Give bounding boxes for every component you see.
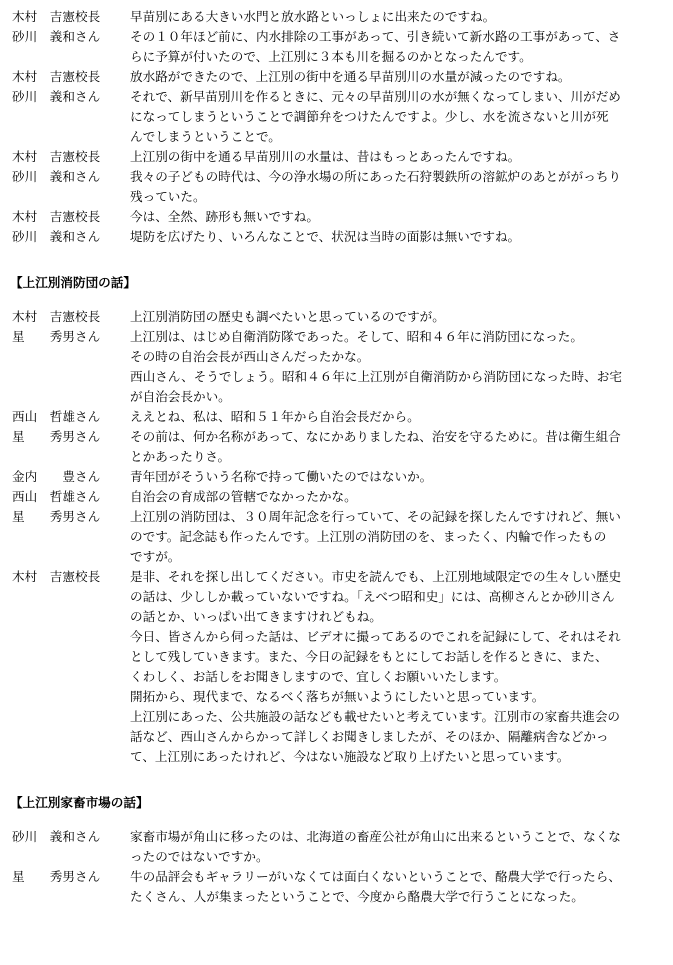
utterance-line: 西山さん、そうでしょう。昭和４６年に上江別が自衛消防から消防団になった時、お宅	[130, 369, 622, 384]
utterance	[130, 167, 658, 207]
utterance	[130, 427, 658, 467]
section-fire-brigade	[0, 307, 673, 767]
speaker-name: 砂川 義和さん	[12, 89, 101, 104]
dialogue-row	[0, 487, 673, 507]
dialogue-row	[0, 327, 673, 407]
dialogue-row	[0, 147, 673, 167]
utterance-line: 上江別の街中を通る早苗別川の水量は、昔はもっとあったんですね。	[130, 149, 521, 164]
utterance-line: 我々の子どもの時代は、今の浄水場の所にあった石狩製鉄所の溶鉱炉のあとががっちり	[130, 169, 622, 184]
utterance-line: の話は、少ししか載っていないですね。「えべつ昭和史」には、高柳さんとか砂川さん	[130, 589, 615, 604]
speaker-name: 砂川 義和さん	[12, 229, 101, 244]
utterance-line: 今日、皆さんから伺った話は、ビデオに撮ってあるのでこれを記録にして、それはそれ	[130, 629, 621, 644]
utterance-line: ですが。	[130, 549, 181, 564]
section-sanaebetsu-river	[0, 0, 673, 247]
utterance-line: ええとね、私は、昭和５１年から自治会長だから。	[130, 409, 420, 424]
utterance-line: その前は、何か名称があって、なにかありましたね、治安を守るために。昔は衛生組合	[130, 429, 621, 444]
section-spacer	[0, 767, 673, 793]
dialogue-row	[0, 207, 673, 227]
utterance-line: んでしまうということで。	[130, 129, 281, 144]
dialogue-row	[0, 407, 673, 427]
utterance	[130, 487, 658, 507]
speaker-name: 砂川 義和さん	[12, 169, 101, 184]
utterance-line: その１０年ほど前に、内水排除の工事があって、引き続いて新水路の工事があって、さ	[130, 29, 621, 44]
utterance-line: のです。記念誌も作ったんです。上江別の消防団のを、まったく、内輪で作ったもの	[130, 529, 607, 544]
dialogue-row	[0, 27, 673, 67]
speaker-name: 木村 吉憲校長	[12, 569, 101, 584]
dialogue-row	[0, 567, 673, 767]
dialogue-row	[0, 507, 673, 567]
utterance-line: が自治会長かい。	[130, 389, 231, 404]
section-spacer	[0, 813, 673, 827]
utterance-line: とかあったりさ。	[130, 449, 231, 464]
utterance	[130, 87, 658, 147]
dialogue-row	[0, 227, 673, 247]
speaker-name: 木村 吉憲校長	[12, 69, 101, 84]
utterance-line: 是非、それを探し出してください。市史を読んでも、上江別地域限定での生々しい歴史	[130, 569, 622, 584]
dialogue-row	[0, 307, 673, 327]
utterance-line: として残していきます。また、今日の記録をもとにしてお話しを作るときに、また、	[130, 649, 608, 664]
dialogue-row	[0, 827, 673, 867]
utterance-line: たくさん、人が集まったということで、今度から酪農大学で行うことになった。	[130, 889, 584, 904]
utterance-line: になってしまうということで調節弁をつけたんですよ。少し、水を流さないと川が死	[130, 109, 609, 124]
speaker-name: 星 秀男さん	[12, 509, 101, 524]
utterance	[130, 227, 658, 247]
utterance-line: 青年団がそういう名称で持って働いたのではないか。	[130, 469, 433, 484]
utterance-line: 堤防を広げたり、いろんなことで、状況は当時の面影は無いですね。	[130, 229, 521, 244]
utterance-line: 自治会の育成部の管轄でなかったかな。	[130, 489, 357, 504]
utterance-line: それで、新早苗別川を作るときに、元々の早苗別川の水が無くなってしまい、川がだめ	[130, 89, 621, 104]
section-spacer	[0, 247, 673, 273]
speaker-name: 星 秀男さん	[12, 869, 101, 884]
utterance	[130, 7, 658, 27]
utterance	[130, 507, 658, 567]
utterance-line: 上江別は、はじめ自衛消防隊であった。そして、昭和４６年に消防団になった。	[130, 329, 583, 344]
utterance-line: 開拓から、現代まで、なるべく落ちが無いようにしたいと思っています。	[130, 689, 545, 704]
dialogue-row	[0, 867, 673, 907]
speaker-name: 金内 豊さん	[12, 469, 101, 484]
utterance-line: の話とか、いっぱい出てきますけれどもね。	[130, 609, 382, 624]
utterance	[130, 147, 658, 167]
utterance-line: その時の自治会長が西山さんだったかな。	[130, 349, 370, 364]
dialogue-row	[0, 87, 673, 147]
utterance	[130, 567, 658, 767]
section-livestock-market	[0, 827, 673, 907]
section-heading-fire-brigade: 【上江別消防団の話】	[10, 275, 136, 290]
speaker-name: 砂川 義和さん	[12, 829, 101, 844]
utterance-line: て、上江別にあったけれど、今はない施設など取り上げたいと思っています。	[130, 749, 570, 764]
utterance-line: 話など、西山さんからかって詳しくお聞きしましたが、そのほか、隔離病舎などかっ	[130, 729, 609, 744]
section-heading-livestock-market: 【上江別家畜市場の話】	[10, 795, 149, 810]
dialogue-row	[0, 427, 673, 467]
speaker-name: 西山 哲雄さん	[12, 489, 101, 504]
dialogue-row	[0, 67, 673, 87]
dialogue-row	[0, 167, 673, 207]
section-spacer	[0, 293, 673, 307]
utterance-line: 放水路ができたので、上江別の街中を通る早苗別川の水量が減ったのですね。	[130, 69, 571, 84]
utterance	[130, 327, 658, 407]
utterance-line: くわしく、お話しをお聞きしますので、宜しくお願いいたします。	[130, 669, 507, 684]
dialogue-row	[0, 7, 673, 27]
utterance-line: 上江別の消防団は、３０周年記念を行っていて、その記録を探したんですけれど、無い	[130, 509, 621, 524]
utterance-line: 上江別消防団の歴史も調べたいと思っているのですが。	[130, 309, 445, 324]
utterance-line: 家畜市場が角山に移ったのは、北海道の畜産公社が角山に出来るということで、なくな	[130, 829, 621, 844]
utterance-line: 今は、全然、跡形も無いですね。	[130, 209, 319, 224]
utterance	[130, 827, 658, 867]
speaker-name: 西山 哲雄さん	[12, 409, 101, 424]
utterance	[130, 27, 658, 67]
speaker-name: 星 秀男さん	[12, 329, 101, 344]
utterance	[130, 67, 658, 87]
utterance	[130, 867, 658, 907]
utterance-line: らに予算が付いたので、上江別に３本も川を掘るのかとなったんです。	[130, 49, 532, 64]
utterance-line: ったのではないですか。	[130, 849, 269, 864]
utterance	[130, 207, 658, 227]
speaker-name: 木村 吉憲校長	[12, 9, 101, 24]
utterance	[130, 467, 658, 487]
speaker-name: 星 秀男さん	[12, 429, 101, 444]
utterance	[130, 407, 658, 427]
speaker-name: 木村 吉憲校長	[12, 149, 101, 164]
utterance-line: 牛の品評会もギャラリーがいなくては面白くないということで、酪農大学で行ったら、	[130, 869, 621, 884]
dialogue-row	[0, 467, 673, 487]
speaker-name: 木村 吉憲校長	[12, 209, 101, 224]
speaker-name: 木村 吉憲校長	[12, 309, 101, 324]
utterance	[130, 307, 658, 327]
utterance-line: 上江別にあった、公共施設の話なども載せたいと考えています。江別市の家畜共進会の	[130, 709, 621, 724]
utterance-line: 残っていた。	[130, 189, 206, 204]
utterance-line: 早苗別にある大きい水門と放水路といっしょに出来たのですね。	[130, 9, 496, 24]
speaker-name: 砂川 義和さん	[12, 29, 101, 44]
